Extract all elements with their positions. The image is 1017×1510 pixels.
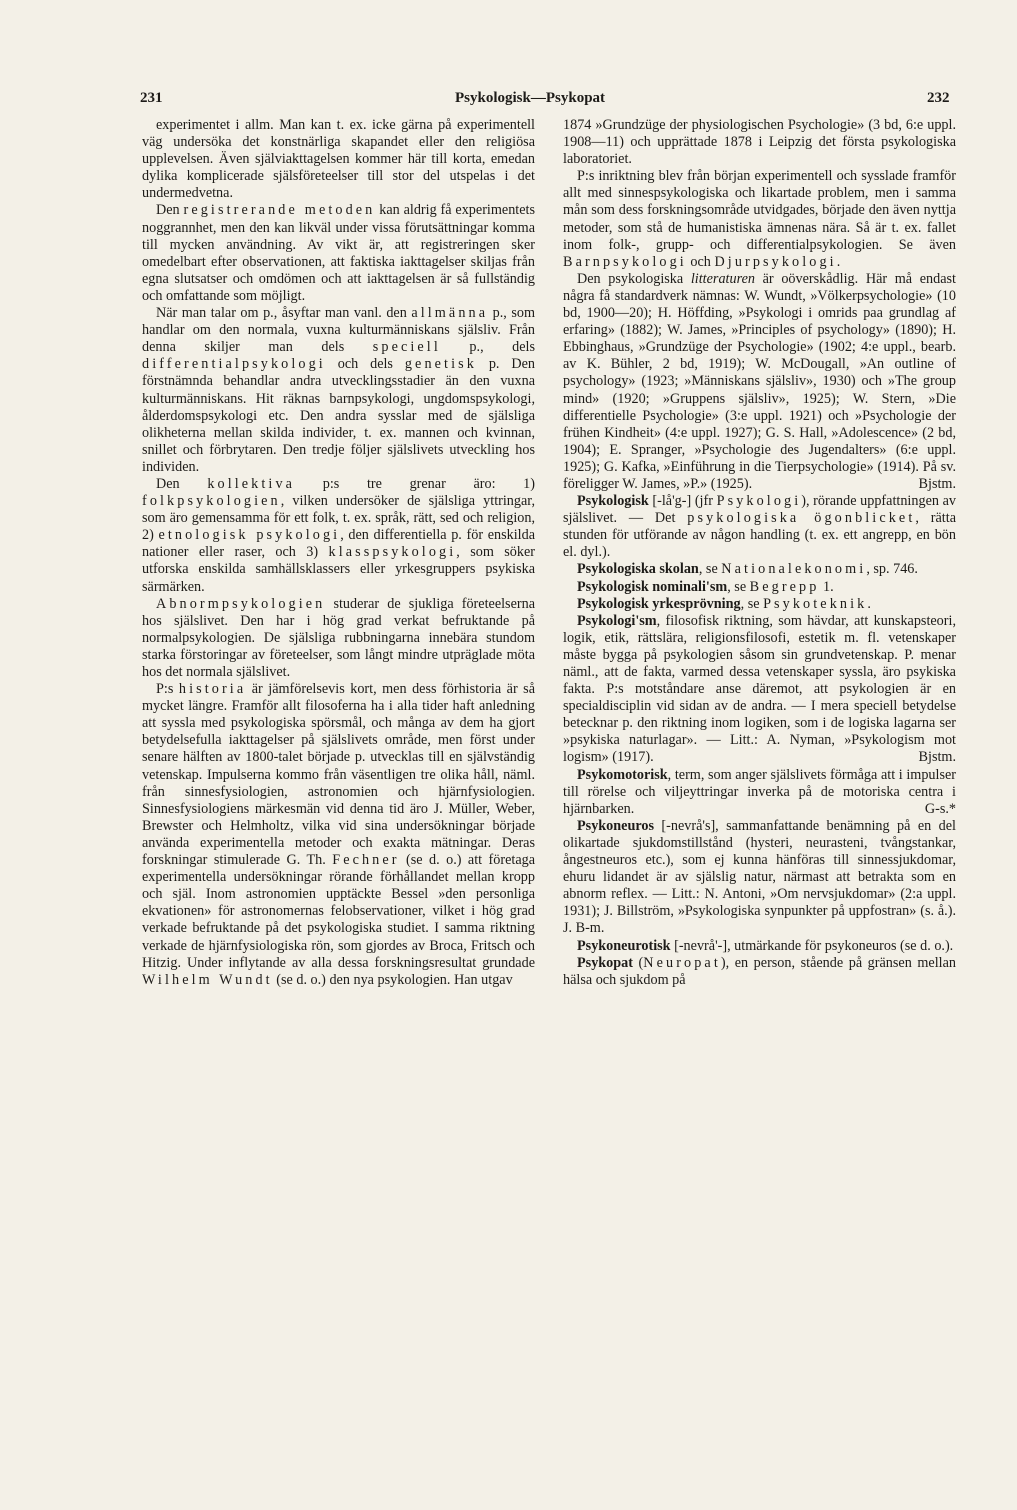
text-run: Den psykologiska: [577, 270, 691, 287]
text-run: När man talar om p., åsyftar man vanl. den: [156, 305, 412, 322]
text-run: ), en person, stående på gränsen mellan hälsa och sjukdom på: [563, 954, 956, 988]
text-run: psykologiska ögonblicket: [687, 510, 916, 527]
text-run: klasspsykologi: [328, 544, 457, 561]
left-paragraph: [142, 202, 535, 305]
left-paragraph: [142, 476, 535, 596]
text-run: (: [632, 954, 644, 971]
text-run: , vilken undersöker de själsliga yttringar, som äro gemensamma för ett folk, t. ex. språk, rätt, sed och religion, 2): [142, 493, 535, 544]
entry-headword: Psykoneurotisk: [577, 937, 671, 954]
text-run: P:s inriktning blev från början experimentell och sysslade framför allt med sinnespsykologiska och likartade problem, men i samma mån som dess forskningsområde utvidgades, började den även nyttja metoder, som stå de humanistiska ämnenas nära. Så är t. ex. fallet inom folk-, grupp- och differentialpsykologien. Se även: [563, 168, 956, 253]
text-run: är jämförelsevis kort, men dess förhistoria är så mycket längre. Framför allt filosoferna ha i alla tider haft anledning att syssla med psykologiska spörsmål, och många av dem ha gjort betydelsefulla iakttagelser på själslivets område, men först under senare hälften av 1800-talet började p. utvecklas till en självständig vetenskap. Impulserna kommo från väsentligen tre olika håll, näml. från sinnesfysiologien, astronomien och hjärnfysiologien. Sinnesfysiologiens märkesmän vid denna tid äro J. Müller, Weber, Brewster och Helmholtz, vilka vid sina undersökningar började använda experimentella metoder och exakta mätningar. Deras forskningar stimulerade G. Th.: [142, 681, 535, 869]
text-run: , sp. 746.: [866, 561, 918, 578]
text-run: , se: [698, 561, 722, 578]
entry-headword: Psykologi'sm: [577, 612, 657, 629]
left-column: [142, 117, 535, 989]
text-run: p., dels: [440, 339, 535, 356]
text-run: , filosofisk riktning, som hävdar, att kunskapsteori, logik, etik, rättslära, religionsfilosofi, estetik m. fl. vetenskaper måste bygga på psykologien såsom sin grundvetenskap. P. menar näml., att de fakta, varmed dessa vetenskaper syssla, äro psykiska fakta. P:s motståndare anse däremot, att psykologien är en specialdisciplin vid sidan av de andra. — I mera speciell betydelse betecknar p. den riktning inom logiken, som i de logiska lagarna ser »psykiska naturlagar». — Litt.: A. Nyman, »Psykologism mot logism» (1917).: [563, 612, 956, 766]
text-run: , den differentiella p. för enskilda nationer eller raser, och 3): [142, 527, 535, 561]
entry-headword: Psykologisk yrkesprövning: [577, 595, 741, 612]
text-run: (se d. o.) den nya psykologien. Han utgav: [272, 971, 513, 988]
entry-headword: Psykologisk: [577, 493, 649, 510]
text-run: , se: [727, 578, 750, 595]
text-run: Psykologi: [716, 493, 802, 510]
text-run: 1.: [819, 578, 834, 595]
right-paragraph: [563, 561, 956, 578]
right-paragraph: [563, 818, 956, 938]
entry-headword: Psykopat: [577, 954, 633, 971]
text-run: kan aldrig få experimentets noggrannhet, men den kan likväl under vissa förutsättningar komma till mycken användning. Av vikt är, att registreringen sker omedelbart efter observationen, att faktiska iakttagelser skiljas från egna slutsatser och omdömen och att iakttagelsen är så fullständig och omfattande som möjligt.: [142, 202, 535, 304]
left-paragraph: [142, 305, 535, 476]
text-run: folkpsykologien: [142, 493, 281, 510]
text-run: och: [686, 253, 715, 270]
text-run: (se d. o.) att företaga experimentella undersökningar rörande förhållandet mellan kropp och själ. Inom astronomien upptäckte Bessel »den personliga ekvationen» för astronomernas felobservationer, vilket i hög grad verkade befruktande på det psykologiska studiet. I samma riktning verkade de hjärnfysiologiska rön, som gjordes av Broca, Fritsch och Hitzig. Under inflytande av alla dessa forskningsresultat grundade: [142, 852, 536, 971]
text-run: Barnpsykologi: [563, 253, 687, 270]
right-paragraph: [563, 955, 956, 989]
right-paragraph: [563, 938, 956, 955]
text-run: differentialpsykologi: [142, 356, 326, 373]
text-run: Den: [156, 475, 208, 492]
text-run: Psykoteknik: [763, 595, 868, 612]
right-paragraph: [563, 613, 956, 767]
text-run: experimentet i allm. Man kan t. ex. icke gärna på experimentell väg undersöka det konstnärliga skapandet eller den religiösa upplevelsen. Även själviakttagelsen kommer här till korta, emedan dylika komplicerade själsföreteelser till stor del utspelas i det undermedvetna.: [142, 117, 535, 202]
left-page-number: 231: [140, 90, 163, 106]
right-column: [563, 117, 956, 989]
entry-headword: Psykologisk nominali'sm: [577, 578, 728, 595]
text-run: registrerande metoden: [183, 202, 376, 219]
text-run: Djurpsykologi: [714, 253, 837, 270]
text-run: är oöverskådlig. Här må endast några få standardverk nämnas: W. Wundt, »Völkerpsychologie» (10 bd, 1900—20); H. Höffding, »Psykologi i omrids paa grundlag af erfaring» (1882); W. James, »Principles of psychology» (1890); H. Ebbinghaus, »Grundzüge der Psychologie» (1902; 4:e uppl., bearb. av K. Bühler, 2 bd, 1919); W. McDougall, »An outline of psychology» (1923; »Människans själsliv», 1930) och »The group mind» (1920; »Gruppens själsliv», 1925); W. Stern, »Die differentielle Psychologie» (3:e uppl. 1921) och »Psychologie der frühen Kindheit» (4:e uppl. 1927); G. S. Hall, »Adolescence» (2 bd, 1904); E. Spranger, »Psychologie des Jugendalters» (6:e uppl. 1925); G. Kafka, »Einführung in die Tierpsychologie» (1914). På sv. föreligger W. James, »P.» (1925).: [563, 270, 956, 492]
text-run: , se: [740, 595, 764, 612]
text-run: [-lå'g-] (jfr: [648, 493, 717, 510]
right-paragraph: [563, 579, 956, 596]
entry-headword: Psykoneuros: [577, 817, 654, 834]
left-paragraph: [142, 596, 535, 681]
left-paragraph: [142, 117, 535, 202]
text-run: Nationalekonomi: [721, 561, 867, 578]
left-paragraph: [142, 681, 535, 989]
text-run: historia: [178, 681, 247, 698]
entry-headword: Psykologiska skolan: [577, 561, 699, 578]
text-run: [-nevrå'-], utmärkande för psykoneuros (se d. o.).: [670, 937, 954, 954]
entry-headword: Psykomotorisk: [577, 766, 668, 783]
text-run: Den: [156, 202, 184, 219]
text-run: och dels: [325, 356, 405, 373]
text-run: 1874 »Grundzüge der physiologischen Psychologie» (3 bd, 6:e uppl. 1908—11) och upprättade 1878 i Leipzig det första psykologiska laboratoriet.: [563, 117, 956, 168]
text-run: ), rörande uppfattningen av själslivet. — Det: [563, 493, 956, 527]
right-paragraph: [563, 271, 956, 493]
right-page-number: 232: [927, 90, 950, 106]
text-run: allmänna: [411, 305, 489, 322]
text-run: Neuropat: [643, 954, 721, 971]
text-run: speciell: [372, 339, 441, 356]
author-signature: Bjstm.: [918, 749, 956, 766]
right-paragraph: [563, 117, 956, 168]
text-run: studerar de sjukliga företeelserna hos själslivet. Den har i hög grad verkat befruktande på normalpsykologien. De själsliga rubbningarna innebära stundom starka förstoringar av företeelser, som långt mindre utpräglade möta hos det normala själslivet.: [142, 595, 535, 680]
author-signature: G-s.*: [924, 800, 956, 817]
right-paragraph: [563, 168, 956, 271]
text-run: kollektiva: [207, 475, 296, 492]
right-paragraph: [563, 596, 956, 613]
running-head: Psykologisk—Psykopat: [455, 90, 606, 106]
right-paragraph: [563, 493, 956, 561]
text-run: , rätta stunden för utförande av någon handling (t. ex. ett angrepp, en bön el. dyl.).: [563, 510, 956, 561]
text-run: p:s tre grenar äro: 1): [295, 475, 535, 492]
text-run: , som söker utforska enskilda samhällsklassers eller yrkesgruppers psykiska särmärken.: [142, 544, 535, 595]
text-run: genetisk: [404, 356, 477, 373]
text-run: .: [867, 595, 871, 612]
text-run: etnologisk psykologi: [158, 527, 341, 544]
text-run: litteraturen: [690, 270, 755, 287]
text-run: p. Den förstnämnda behandlar andra utvecklingsstadier än den vuxna kulturmänniskans. Hit räknas barnpsykologi, ungdomspsykologi, ålderdomspsykologi etc. Den andra sysslar med de själsliga olikheterna mellan skilda individer, t. ex. mannen och kvinnan, snillet och förbrytaren. Den tredje följer själslivets utveckling hos individen.: [142, 356, 536, 475]
text-run: Begrepp: [749, 578, 820, 595]
text-run: Wilhelm Wundt: [142, 971, 273, 988]
author-signature: Bjstm.: [918, 475, 956, 492]
text-run: p., som handlar om den normala, vuxna kulturmänniskans själsliv. Från denna skiljer man dels: [142, 305, 535, 356]
text-run: Fechner: [332, 852, 400, 869]
text-run: P:s: [156, 681, 179, 698]
text-run: [-nevrå's], sammanfattande benämning på en del olikartade sjukdomstillstånd (hysteri, neurasteni, tvångstankar, ångestneuros etc.), som ej kunna hänföras till sinnessjukdomar, ehuru lidandet är av själslig natur, närmast att betrakta som en abnorm reflex. — Litt.: N. Antoni, »Om nervsjukdomar» (2:a uppl. 1931); J. Billström, »Psykologiska synpunkter på uppfostran» (s. å.). J. B-m.: [563, 817, 956, 937]
text-run: .: [836, 253, 841, 270]
text-run: Abnormpsykologien: [156, 595, 326, 612]
right-paragraph: [563, 767, 956, 818]
text-run: , term, som anger själslivets förmåga att i impulser till rörelse och viljeyttringar inverka på de motoriska centra i hjärnbarken.: [563, 766, 956, 817]
